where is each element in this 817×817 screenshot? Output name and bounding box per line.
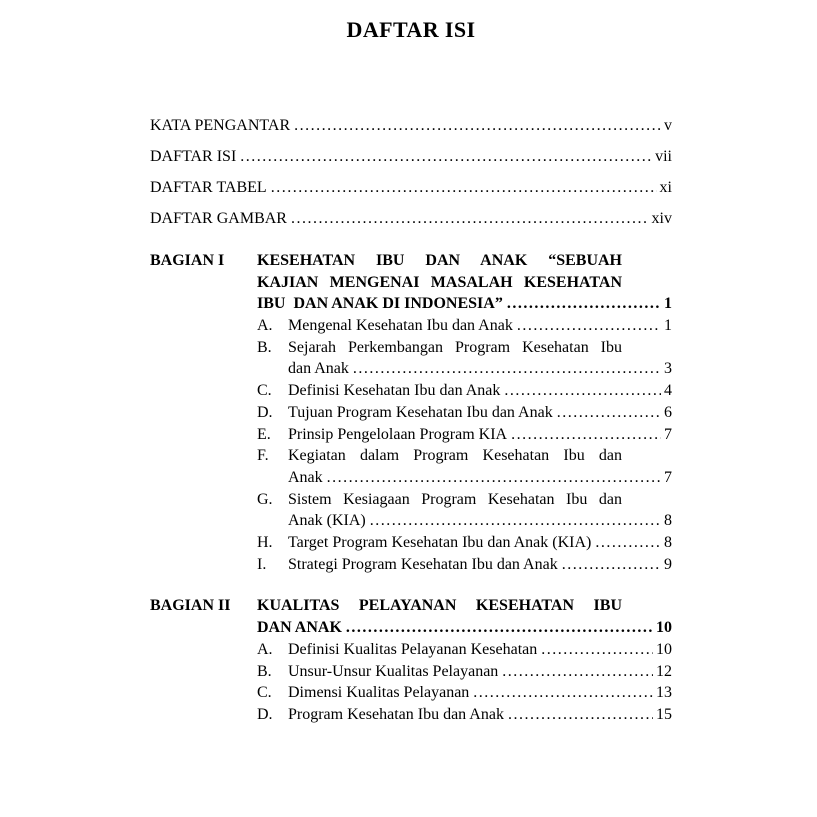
dot-leader [537, 639, 653, 661]
section-heading [150, 595, 672, 638]
toc-entry [150, 110, 672, 141]
item-page: 10 [656, 640, 672, 658]
toc-entry-label: DAFTAR TABEL [150, 179, 267, 196]
item-page: 13 [656, 684, 672, 702]
section-items [150, 639, 672, 726]
item-body [288, 704, 672, 726]
dot-leader [469, 682, 653, 704]
dot-leader [349, 358, 661, 380]
toc-item [257, 704, 672, 726]
item-body [288, 337, 672, 380]
dot-leader [236, 141, 652, 172]
item-last-line [288, 532, 672, 554]
item-page: 1 [664, 317, 672, 335]
item-last-line [288, 510, 672, 532]
dot-leader [498, 661, 653, 683]
dot-leader [507, 424, 661, 446]
item-last-line [288, 358, 672, 380]
item-last-line [288, 704, 672, 726]
page-title: DAFTAR ISI [346, 17, 476, 42]
item-letter: B. [257, 662, 272, 680]
section-title-block [257, 250, 672, 315]
item-text: Anak (KIA) [288, 512, 366, 530]
toc-item [257, 532, 672, 554]
dot-leader [558, 554, 661, 576]
item-letter: C. [257, 382, 272, 400]
item-letter: B. [257, 338, 272, 356]
toc-item [257, 639, 672, 661]
item-letter: D. [257, 403, 273, 421]
item-last-line [288, 554, 672, 576]
item-page: 6 [664, 403, 672, 421]
section-label: BAGIAN II [150, 597, 231, 615]
toc-item [257, 489, 672, 532]
toc-entry-page: xiv [651, 210, 672, 227]
item-letter: A. [257, 317, 273, 335]
dot-leader [553, 402, 661, 424]
dot-leader [513, 315, 661, 337]
item-body [288, 424, 672, 446]
dot-leader [290, 110, 661, 141]
dot-leader [342, 617, 653, 639]
item-page: 12 [656, 662, 672, 680]
toc-entry [150, 141, 672, 172]
item-text: Tujuan Program Kesehatan Ibu dan Anak [288, 403, 553, 421]
item-body [288, 489, 672, 532]
item-body [288, 380, 672, 402]
toc-entry-label: DAFTAR ISI [150, 148, 237, 165]
dot-leader [503, 293, 661, 315]
front-matter-list [150, 110, 672, 234]
toc-entry-label: KATA PENGANTAR [150, 117, 291, 134]
item-page: 15 [656, 705, 672, 723]
item-body [288, 532, 672, 554]
item-body [288, 682, 672, 704]
toc-entry [150, 203, 672, 234]
item-letter: C. [257, 684, 272, 702]
section-title-last-line [257, 617, 672, 639]
section-page: 10 [656, 619, 672, 637]
item-last-line [288, 315, 672, 337]
toc-section [150, 595, 672, 725]
item-text: Strategi Program Kesehatan Ibu dan Anak [288, 555, 558, 573]
toc-entry [150, 172, 672, 203]
justified-line: Sejarah Perkembangan Program Kesehatan Ibu [288, 338, 622, 356]
section-label: BAGIAN I [150, 252, 225, 269]
dot-leader [366, 510, 661, 532]
item-text: Definisi Kualitas Pelayanan Kesehatan [288, 640, 538, 658]
item-body [288, 554, 672, 576]
toc-entry-page: v [664, 117, 672, 134]
dot-leader [287, 203, 649, 234]
item-letter: A. [257, 640, 273, 658]
item-last-line [288, 424, 672, 446]
item-text: Prinsip Pengelolaan Program KIA [288, 425, 508, 443]
item-letter: H. [257, 534, 273, 552]
item-page: 8 [664, 534, 672, 552]
item-page: 9 [664, 555, 672, 573]
toc-entry-label: DAFTAR GAMBAR [150, 210, 287, 227]
toc-item [257, 402, 672, 424]
toc-item [257, 380, 672, 402]
item-last-line [288, 639, 672, 661]
toc-item [257, 337, 672, 380]
item-text: Unsur-Unsur Kualitas Pelayanan [288, 662, 499, 680]
item-text: Target Program Kesehatan Ibu dan Anak (KIA) [288, 534, 592, 552]
section-page: 1 [664, 295, 672, 313]
item-last-line [288, 402, 672, 424]
toc-entry-page: xi [659, 179, 672, 196]
item-page: 4 [664, 382, 672, 400]
item-last-line [288, 380, 672, 402]
section-items [150, 315, 672, 575]
item-text: Mengenal Kesehatan Ibu dan Anak [288, 317, 513, 335]
justified-line: KUALITAS PELAYANAN KESEHATAN IBU [257, 597, 622, 615]
justified-line: Sistem Kesiagaan Program Kesehatan Ibu dan [288, 490, 622, 508]
section-title-last-line [257, 293, 672, 315]
item-text: Definisi Kesehatan Ibu dan Anak [288, 382, 501, 400]
item-last-line [288, 467, 672, 489]
item-page: 8 [664, 512, 672, 530]
item-letter: I. [257, 555, 267, 573]
justified-line: KAJIAN MENGENAI MASALAH KESEHATAN [257, 273, 622, 291]
dot-leader [591, 532, 661, 554]
toc-section [150, 250, 672, 575]
section-title-block [257, 595, 672, 638]
dot-leader [323, 467, 661, 489]
toc-item [257, 554, 672, 576]
item-letter: D. [257, 705, 273, 723]
section-heading [150, 250, 672, 315]
item-text: Anak [288, 468, 323, 486]
item-text: dan Anak [288, 360, 349, 378]
toc-item [257, 424, 672, 446]
justified-line: Kegiatan dalam Program Kesehatan Ibu dan [288, 447, 622, 465]
dot-leader [500, 380, 661, 402]
item-page: 7 [664, 468, 672, 486]
justified-line: KESEHATAN IBU DAN ANAK “SEBUAH [257, 252, 622, 269]
item-letter: F. [257, 447, 269, 465]
toc-entry-page: vii [655, 148, 672, 165]
item-letter: E. [257, 425, 271, 443]
section-title-text: DAN ANAK [257, 619, 342, 637]
dot-leader [267, 172, 657, 203]
sections-list [150, 250, 672, 726]
item-last-line [288, 661, 672, 683]
toc-item [257, 661, 672, 683]
item-body [288, 445, 672, 488]
toc-item [257, 445, 672, 488]
item-body [288, 639, 672, 661]
item-text: Program Kesehatan Ibu dan Anak [288, 705, 504, 723]
item-body [288, 315, 672, 337]
item-page: 7 [664, 425, 672, 443]
toc-item [257, 682, 672, 704]
dot-leader [504, 704, 653, 726]
item-text: Dimensi Kualitas Pelayanan [288, 684, 470, 702]
item-page: 3 [664, 360, 672, 378]
item-letter: G. [257, 490, 273, 508]
section-title-text: IBU DAN ANAK DI INDONESIA” [257, 295, 503, 313]
item-body [288, 402, 672, 424]
toc-item [257, 315, 672, 337]
item-last-line [288, 682, 672, 704]
item-body [288, 661, 672, 683]
